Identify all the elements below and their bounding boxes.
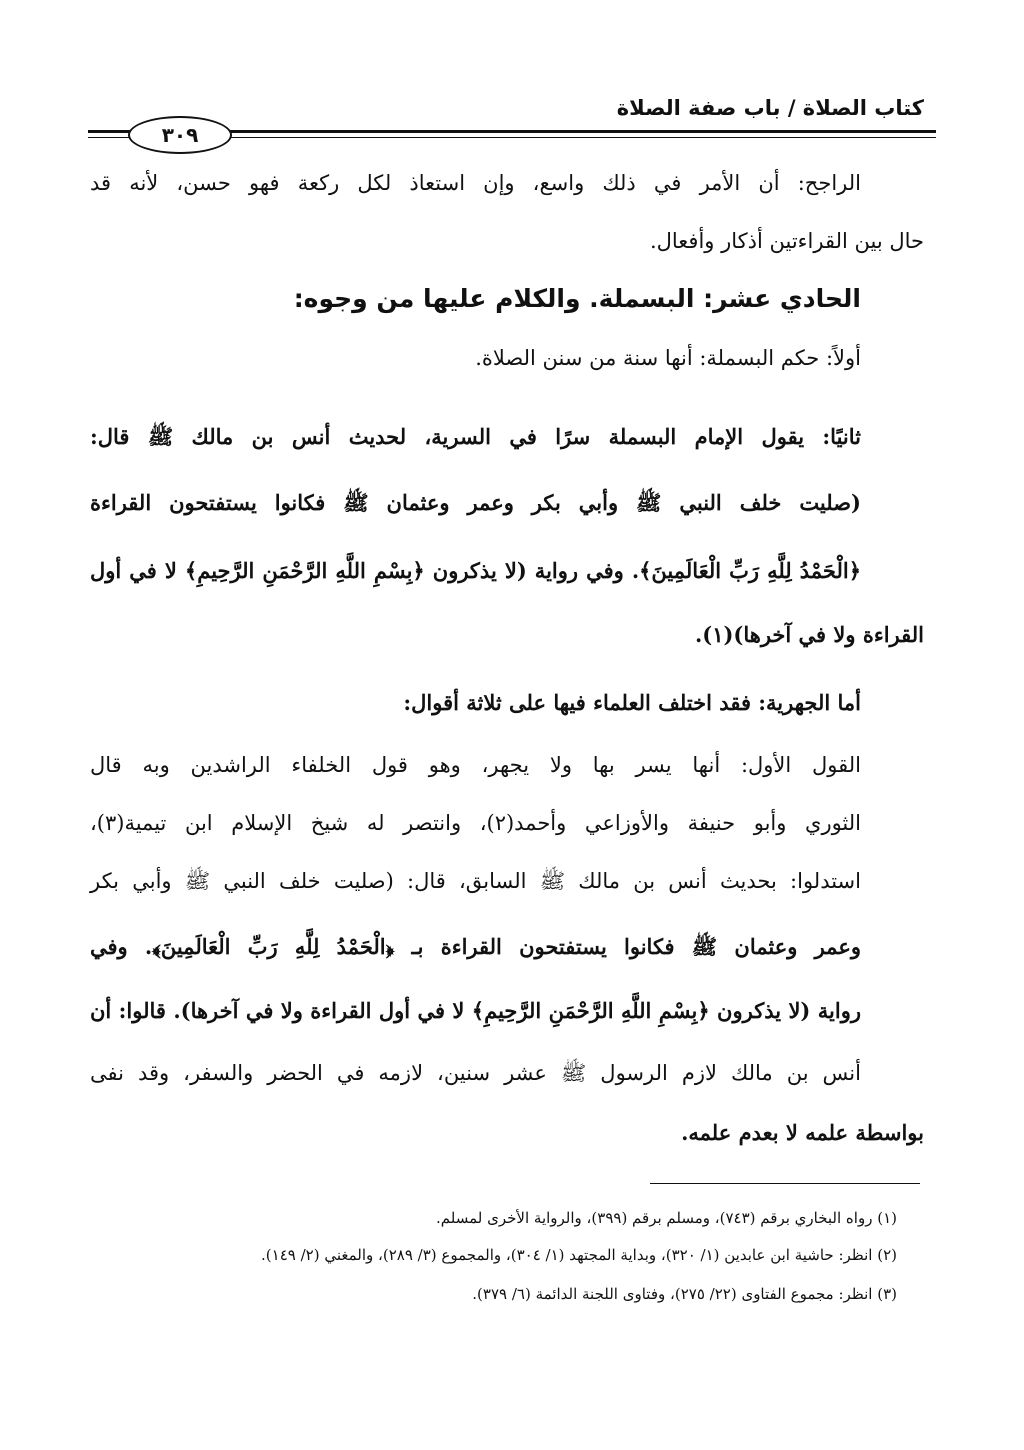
body-line-6: (صليت خلف النبي ﷺ وأبي بكر وعمر وعثمان ﷺ فكانوا يستفتحون القراءة — [90, 490, 861, 515]
body-line-10: القول الأول: أنها يسر بها ولا يجهر، وهو قول الخلفاء الراشدين وبه قال — [90, 753, 861, 777]
body-line-5: ثانيًا: يقول الإمام البسملة سرًا في السرية، لحديث أنس بن مالك ﷺ قال: — [90, 424, 861, 449]
body-line-14: رواية (لا يذكرون ﴿بِسْمِ اللَّهِ الرَّحْمَنِ الرَّحِيمِ﴾ لا في أول القراءة ولا في آخرها). قالوا: أن — [90, 998, 861, 1023]
body-line-2: حال بين القراءتين أذكار وأفعال. — [649, 229, 924, 253]
body-line-1: الراجح: أن الأمر في ذلك واسع، وإن استعاذ لكل ركعة فهو حسن، لأنه قد — [90, 171, 861, 195]
body-line-16: بواسطة علمه لا بعدم علمه. — [681, 1120, 924, 1145]
body-line-12: استدلوا: بحديث أنس بن مالك ﷺ السابق، قال: (صليت خلف النبي ﷺ وأبي بكر — [90, 869, 861, 893]
body-line-11: الثوري وأبو حنيفة والأوزاعي وأحمد(٢)، وانتصر له شيخ الإسلام ابن تيمية(٣)، — [90, 811, 862, 835]
body-line-13: وعمر وعثمان ﷺ فكانوا يستفتحون القراءة بـ ﴿الْحَمْدُ لِلَّهِ رَبِّ الْعَالَمِينَ﴾. وفي — [90, 934, 861, 959]
body-line-9: أما الجهرية: فقد اختلف العلماء فيها على ثلاثة أقوال: — [403, 690, 861, 715]
footnote-3: (٣) انظر: مجموع الفتاوى (٢٢/ ٢٧٥)، وفتاوى اللجنة الدائمة (٦/ ٣٧٩). — [472, 1285, 897, 1303]
body-line-15: أنس بن مالك لازم الرسول ﷺ عشر سنين، لازمه في الحضر والسفر، وقد نفى — [90, 1061, 861, 1085]
body-line-8: القراءة ولا في آخرها)(١). — [694, 622, 924, 647]
footnote-1: (١) رواه البخاري برقم (٧٤٣)، ومسلم برقم (٣٩٩)، والرواية الأخرى لمسلم. — [436, 1209, 897, 1227]
page-number: ٣٠٩ — [128, 116, 232, 154]
section-heading: الحادي عشر: البسملة. والكلام عليها من وجوه: — [293, 284, 861, 313]
running-head: كتاب الصلاة / باب صفة الصلاة — [616, 96, 924, 120]
footnote-separator — [650, 1183, 920, 1184]
body-line-4: أولاً: حكم البسملة: أنها سنة من سنن الصلاة. — [475, 346, 861, 370]
footnote-2: (٢) انظر: حاشية ابن عابدين (١/ ٣٢٠)، وبداية المجتهد (١/ ٣٠٤)، والمجموع (٣/ ٢٨٩)، والمغني (٢/ ١٤٩). — [261, 1246, 897, 1264]
body-line-7: ﴿الْحَمْدُ لِلَّهِ رَبِّ الْعَالَمِينَ﴾. وفي رواية (لا يذكرون ﴿بِسْمِ اللَّهِ الرَّحْمَنِ الرَّحِيمِ﴾ لا في أول — [90, 558, 861, 583]
